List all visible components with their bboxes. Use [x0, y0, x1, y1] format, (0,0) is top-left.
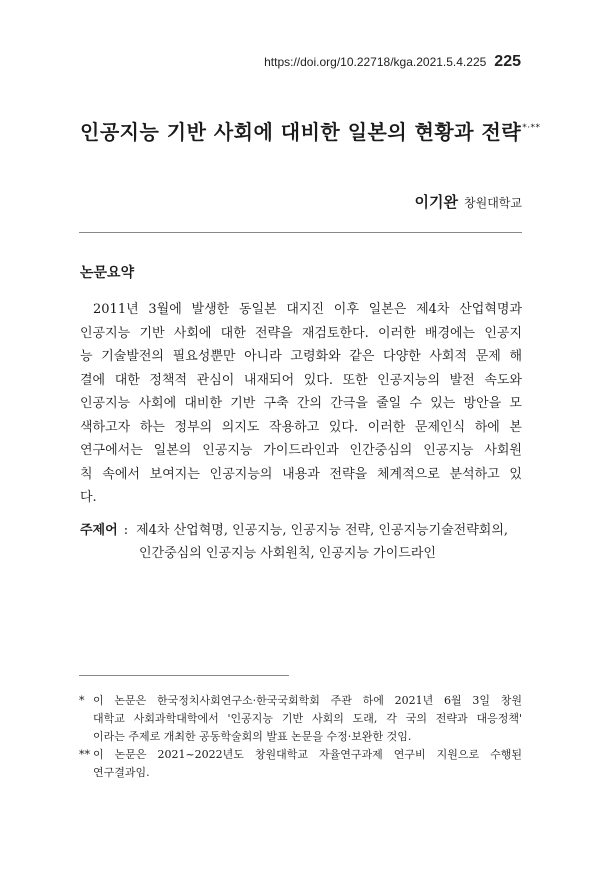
- author-block: [415, 191, 522, 212]
- footnote-body: [93, 746, 522, 782]
- footnote-divider: [79, 675, 289, 676]
- footnote-line: 이 논문은 한국정치사회연구소·한국국회학회 주관 하에 2021년 6월 3일 창원: [93, 694, 522, 707]
- header-divider: [79, 232, 522, 233]
- abstract-line: 2011년 3월에 발생한 동일본 대지진 이후 일본은 제4차 산업혁명과: [93, 302, 522, 317]
- abstract-line: 능 기술발전의 필요성뿐만 아니라 고령화와 같은 다양한 사회적 문제 해: [80, 349, 522, 364]
- footnote-line: 이라는 주제로 개최한 공동학술회의 발표 논문을 수정·보완한 것임.: [93, 730, 412, 743]
- abstract-heading: 논문요약: [80, 265, 135, 281]
- title-footnote-marks: *·**: [522, 123, 541, 133]
- footnotes: [79, 692, 522, 782]
- abstract-line: 칙 속에서 보여지는 인공지능의 내용과 전략을 체계적으로 분석하고 있: [80, 466, 522, 482]
- abstract-line: 다.: [80, 490, 97, 505]
- footnote-mark: *: [79, 694, 85, 707]
- abstract-line: 인공지능 사회에 대비한 기반 구축 간의 간극을 줄일 수 있는 방안을 모: [80, 396, 522, 411]
- paper-title: [80, 116, 540, 145]
- abstract-line: 색하고자 하는 정부의 의지도 작용하고 있다. 이러한 문제인식 하에 본: [80, 419, 522, 435]
- footnote-mark: **: [79, 748, 90, 761]
- author-name: 이기완: [414, 193, 459, 211]
- keywords-colon: :: [123, 523, 129, 538]
- keywords-label: 주제어: [80, 523, 118, 538]
- footnote-line: 대학교 사회과학대학에서 '인공지능 기반 사회의 도래, 각 국의 전략과 대응정책': [93, 712, 522, 725]
- keywords-block: [80, 519, 530, 565]
- abstract-line: 인공지능 기반 사회에 대한 전략을 재검토한다. 이러한 배경에는 인공지: [80, 325, 522, 341]
- doi-link[interactable]: https://doi.org/10.22718/kga.2021.5.4.225: [264, 55, 487, 69]
- paper-title-text: 인공지능 기반 사회에 대비한 일본의 현황과 전략: [80, 120, 522, 144]
- keywords-line-1: 제4차 산업혁명, 인공지능, 인공지능 전략, 인공지능기술전략회의,: [136, 523, 509, 538]
- abstract-body: [80, 298, 522, 510]
- abstract-line: 결에 대한 정책적 관심이 내재되어 있다. 또한 인공지능의 발전 속도와: [80, 372, 522, 388]
- footnote-body: [93, 692, 522, 746]
- abstract-line: 연구에서는 일본의 인공지능 가이드라인과 인간중심의 인공지능 사회원: [80, 443, 522, 458]
- footnote-line: 연구결과임.: [93, 766, 150, 779]
- page-header: [264, 53, 521, 71]
- page-number: 225: [494, 53, 521, 70]
- footnote: [79, 692, 522, 746]
- keywords-line-2: 인간중심의 인공지능 사회원칙, 인공지능 가이드라인: [139, 546, 436, 561]
- footnote-line: 이 논문은 2021~2022년도 창원대학교 자율연구과제 연구비 지원으로 수행된: [93, 748, 522, 761]
- author-affiliation: 창원대학교: [464, 196, 522, 210]
- footnote: [79, 746, 522, 782]
